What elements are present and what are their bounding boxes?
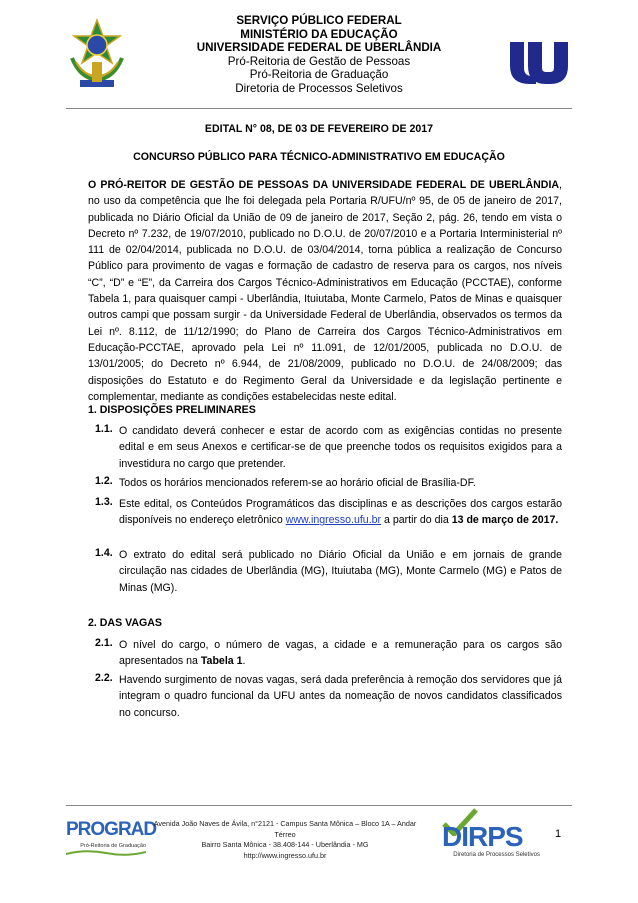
footer-neighborhood: Bairro Santa Mônica - 38.408-144 - Uberlândia - MG [201,840,369,849]
item-number: 1.3. [95,496,113,508]
dirps-logo-subtitle: Diretoria de Processos Seletivos [453,852,540,858]
item-1-2-text: Todos os horários mencionados referem-se ao horário oficial de Brasília-DF. [119,477,476,489]
brazil-coat-of-arms-logo [66,18,128,96]
header-line-progep: Pró-Reitoria de Gestão de Pessoas [227,54,411,68]
item-number: 1.4. [95,547,113,559]
footer-address: Avenida João Naves de Ávila, n°2121 - Campus Santa Mônica – Bloco 1A – Andar Térreo [153,819,417,839]
intro-paragraph [88,177,562,405]
prograd-logo-subtitle: Pró-Reitoria de Graduação [80,843,146,849]
item-2-1-text [119,637,562,670]
item-1-3-text [119,496,562,529]
item-1-1-text: O candidato deverá conhecer e estar de acordo com as exigências contidas no presente edital e em seus Anexos e certificar-se de que preenche todos os requisitos exigidos para a investidura no cargo que pretender. [119,425,562,470]
item-number: 2.2. [95,672,113,684]
prograd-logo [66,815,157,861]
section2-heading: 2. DAS VAGAS [88,617,162,629]
header-line-university: UNIVERSIDADE FEDERAL DE UBERLÂNDIA [196,41,442,54]
edital-subtitle: CONCURSO PÚBLICO PARA TÉCNICO-ADMINISTRATIVO EM EDUCAÇÃO [133,151,505,163]
ingresso-link[interactable]: www.ingresso.ufu.br [285,514,382,527]
item-number: 1.2. [95,475,113,487]
section1-heading: 1. DISPOSIÇÕES PRELIMINARES [88,404,256,416]
edital-title: EDITAL N° 08, DE 03 DE FEVEREIRO DE 2017 [204,123,434,135]
footer-divider [66,805,572,806]
intro-bold-lead: O PRÓ-REITOR DE GESTÃO DE PESSOAS DA UNIVERSIDADE FEDERAL DE UBERLÂNDIA [88,179,560,191]
item-2-1-text-a: O nível do cargo, o número de vagas, a cidade e a remuneração para os cargos são apresentados na [119,639,562,668]
header-line-dirps: Diretoria de Processos Seletivos [235,81,403,95]
header-line-ministry: MINISTÉRIO DA EDUCAÇÃO [240,27,398,41]
item-1-3-date: 13 de março de 2017. [451,514,559,527]
ufu-logo [506,38,574,88]
item-2-1-table-ref: Tabela 1 [200,655,243,668]
item-2-1-text-b: . [242,655,246,668]
item-1-4-text: O extrato do edital será publicado no Diário Oficial da União e em jornais de grande circulação nas cidades de Uberlândia (MG), Ituiutaba (MG), Monte Carmelo (MG) e Patos de Minas (MG). [119,549,562,594]
header-line-prograd: Pró-Reitoria de Graduação [249,68,389,81]
item-2-2-text: Havendo surgimento de novas vagas, será dada preferência à remoção dos servidores que já integram o quadro funcional da UFU antes da nomeação de novos candidatos classificados no concurso. [119,674,562,719]
item-1-3-text-b: a partir do dia [381,514,452,527]
header-divider [66,108,572,109]
item-number: 2.1. [95,637,113,649]
footer-url: http://www.ingresso.ufu.br [243,850,327,860]
item-number: 1.1. [95,423,113,435]
page-number: 1 [555,828,562,840]
dirps-logo [434,808,540,864]
header-line-service: SERVIÇO PÚBLICO FEDERAL [236,14,402,27]
item-1-3-text-a: Este edital, os Conteúdos Programáticos das disciplinas e as descrições dos cargos estarão disponíveis no endereço eletrônico [119,498,562,527]
prograd-logo-text: PROGRAD [66,819,157,840]
intro-text: , no uso da competência que lhe foi delegada pela Portaria R/UFU/nº 95, de 05 de janeiro de 2017, publicada no Diário Oficial da União de 09 de janeiro de 2017, Seção 2, pág. 26, tendo em vista o Decreto nº 7.232, de 19/07/2010, publicado no D.O.U. de 20/07/2010 e a Portaria Interministerial nº 111 de 02/04/2014, publicada no D.O.U. de 03/04/2014, torna pública a realização de Concurso Público para provimento de vagas e formação de cadastro de reserva para os cargos, nos níveis “C”, “D” e “E”, da Carreira dos Cargos Técnico-Administrativos em Educação (PCCTAE), conforme Tabela 1, para quaisquer campi - Uberlândia, Ituiutaba, Monte Carmelo, Patos de Minas e quaisquer outros campi que possam surgir - da Universidade Federal de Uberlândia, observados os termos da Lei nº. 8.112, de 11/12/1990; do Plano de Carreira dos Cargos Técnico-Administrativos em Educação-PCCTAE, aprovado pela Lei nº 11.091, de 12/01/2005, publicada no D.O.U. de 13/01/2005; do Decreto nº 6.944, de 21/08/2009, publicado no D.O.U. de 24/08/2009; das disposições do Estatuto e do Regimento Geral da Universidade e da legislação pertinente e complementar, mediante as condições estabelecidas neste edital. [88,179,562,403]
dirps-logo-text: DIRPS [442,821,523,852]
